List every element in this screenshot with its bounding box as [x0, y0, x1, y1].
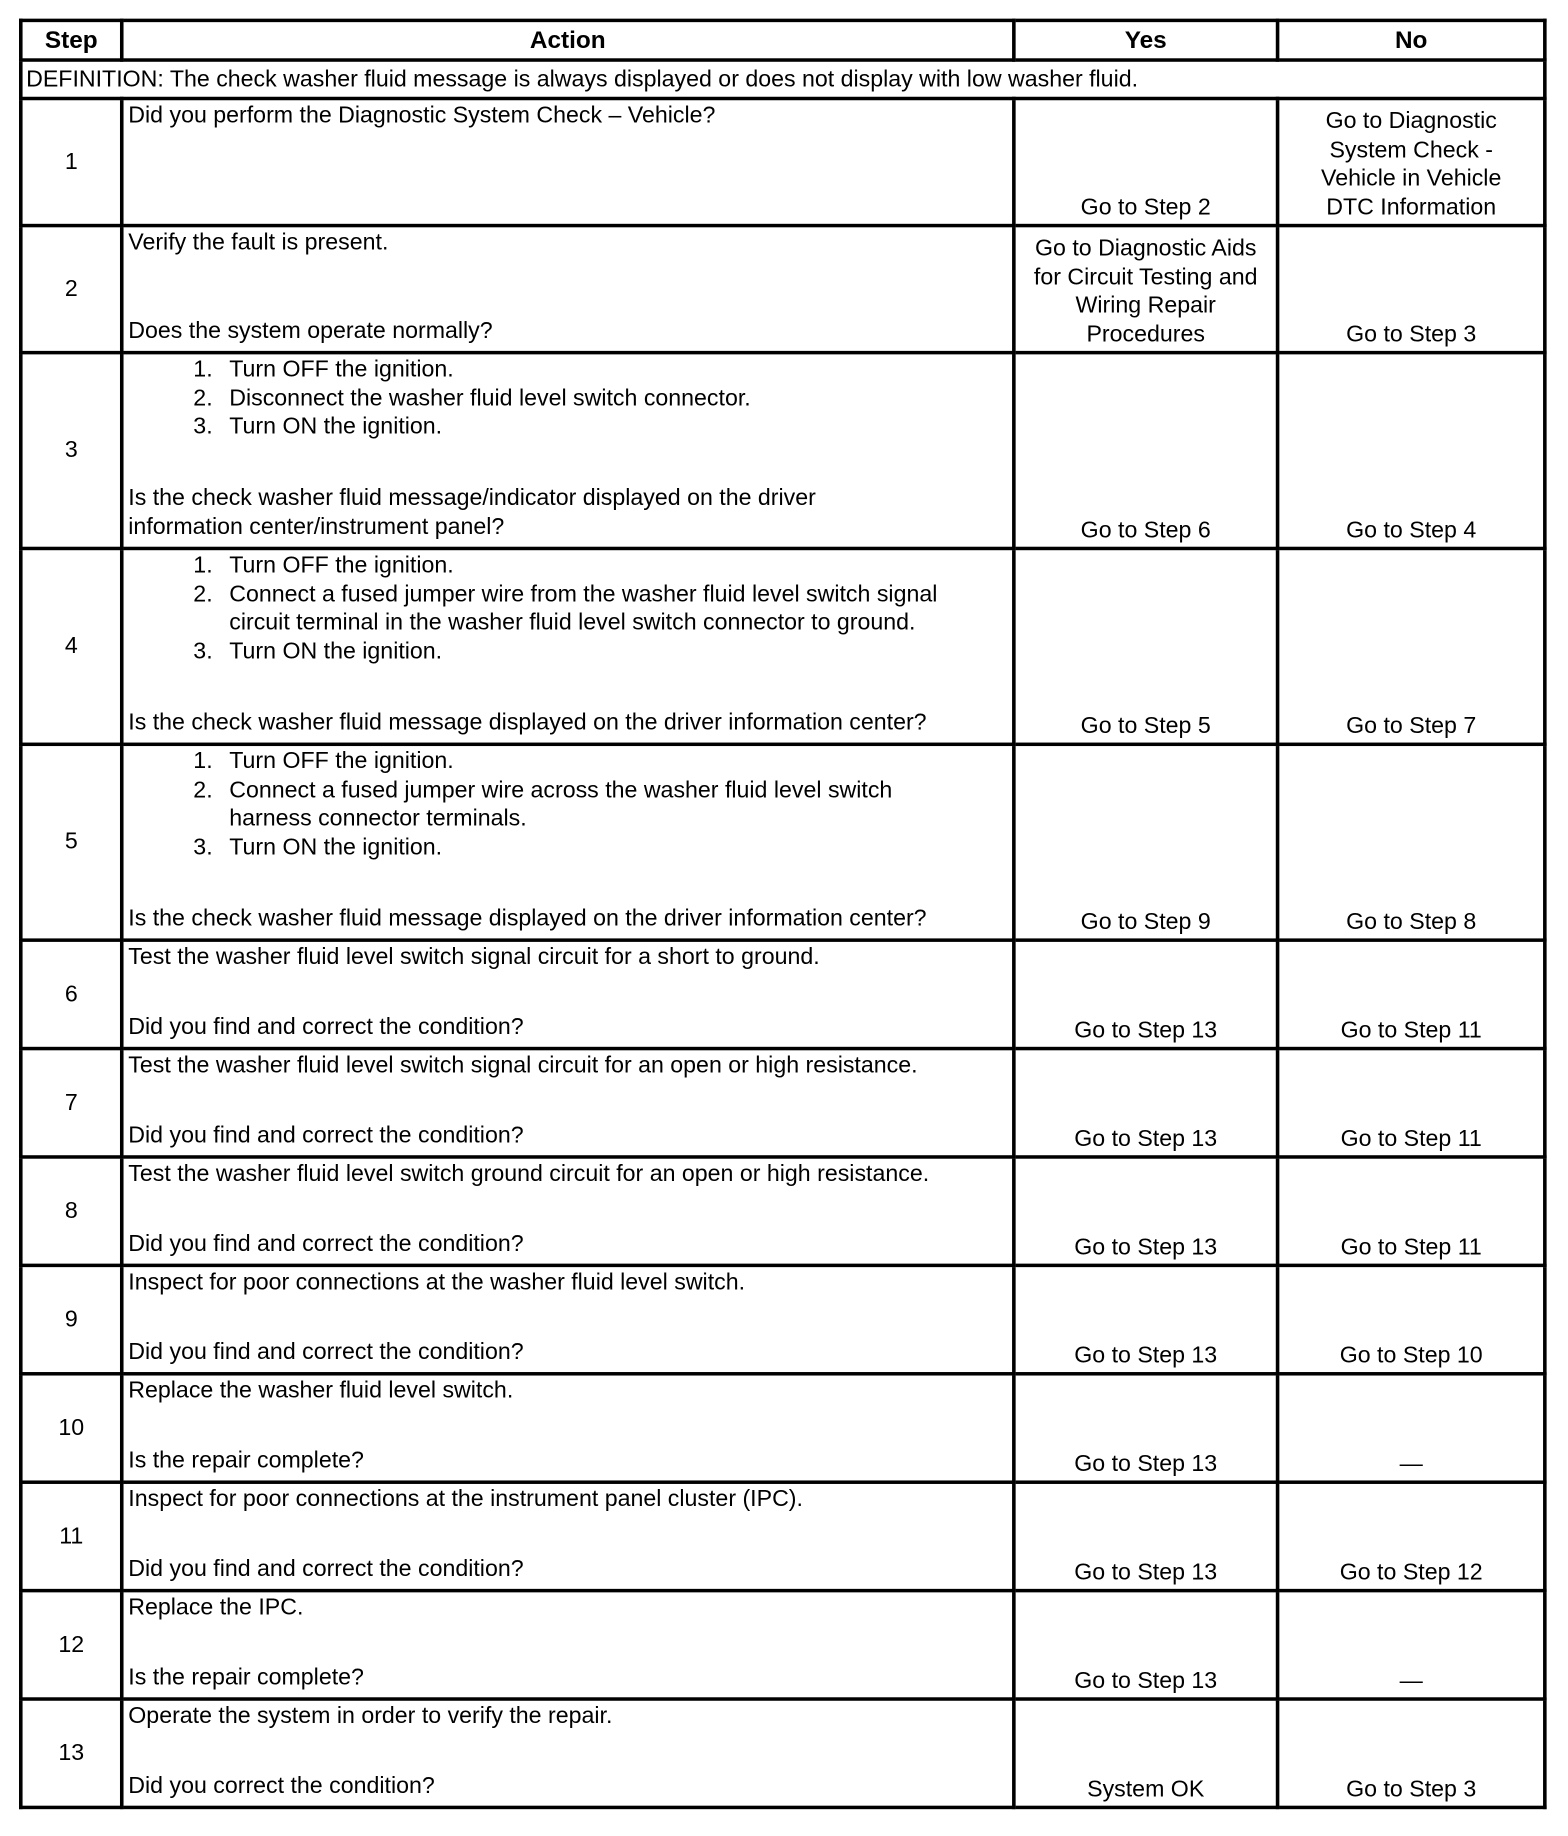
yes-result-cell [1014, 744, 1278, 940]
no-result-text: Go to Step 11 [1340, 1233, 1482, 1260]
action-step-line: Disconnect the washer fluid level switch connector. [229, 385, 751, 411]
action-step-number: 3. [193, 834, 213, 860]
no-result-text: DTC Information [1326, 194, 1497, 220]
step-number: 4 [21, 548, 122, 744]
action-step-number: 1. [193, 748, 213, 775]
no-result-text: Go to Diagnostic [1325, 108, 1497, 135]
step-number: 2 [21, 226, 122, 353]
no-result-cell [1278, 1374, 1545, 1482]
action-question: Is the repair complete? [128, 1664, 364, 1690]
action-instruction: Operate the system in order to verify the repair. [128, 1703, 613, 1729]
action-text: Did you perform the Diagnostic System Check – Vehicle? [128, 102, 716, 129]
action-cell [122, 1374, 1014, 1482]
step-number: 6 [21, 940, 122, 1048]
no-result-text: Go to Step 7 [1346, 712, 1477, 739]
no-result-cell [1278, 1591, 1545, 1699]
no-result-cell [1278, 1157, 1545, 1265]
action-step-item [128, 747, 1009, 776]
action-step-item [128, 776, 1009, 833]
step-number: 10 [21, 1374, 122, 1482]
action-step-number: 2. [193, 776, 213, 803]
action-question: Did you find and correct the condition? [128, 1555, 524, 1582]
action-step-number: 3. [193, 638, 213, 664]
action-question: Did you find and correct the condition? [128, 1230, 524, 1257]
no-result-text: Go to Step 12 [1339, 1559, 1483, 1585]
yes-result-text: Procedures [1086, 321, 1205, 347]
table-row [21, 353, 1545, 549]
step-number: 11 [21, 1482, 122, 1590]
yes-result-cell [1014, 226, 1278, 353]
yes-result-cell [1014, 1374, 1278, 1482]
no-result-text: Vehicle in Vehicle [1321, 165, 1502, 192]
no-result-text: Go to Step 3 [1346, 1775, 1477, 1802]
yes-result-cell [1014, 940, 1278, 1048]
action-instruction: Replace the washer fluid level switch. [128, 1377, 514, 1404]
no-result-text: — [1399, 1450, 1423, 1477]
yes-result-text: Go to Step 13 [1074, 1450, 1218, 1477]
header-no: No [1278, 20, 1545, 60]
action-instruction: Test the washer fluid level switch signal circuit for a short to ground. [128, 944, 820, 970]
action-cell [122, 744, 1014, 940]
action-step-text [229, 747, 1009, 776]
action-step-text [229, 413, 1009, 442]
action-step-text [229, 776, 1009, 833]
action-step-item [128, 580, 1009, 637]
table-row [21, 548, 1545, 744]
action-step-text [229, 833, 1009, 862]
step-number: 9 [21, 1265, 122, 1373]
action-step-number: 3. [193, 413, 213, 440]
yes-result-text: Go to Step 13 [1074, 1559, 1218, 1585]
action-question: information center/instrument panel? [128, 513, 505, 540]
action-instruction: Verify the fault is present. [128, 229, 389, 256]
action-step-text [229, 580, 1009, 637]
action-step-list [128, 356, 1009, 442]
yes-result-text: Go to Step 13 [1074, 1017, 1218, 1043]
yes-result-cell [1014, 99, 1278, 226]
yes-result-cell [1014, 1049, 1278, 1157]
header-yes: Yes [1014, 20, 1278, 60]
yes-result-cell [1014, 1157, 1278, 1265]
step-number: 1 [21, 99, 122, 226]
diagnostic-table [19, 19, 1547, 1810]
table-row [21, 1374, 1545, 1482]
action-cell [122, 548, 1014, 744]
action-step-line: Turn ON the ignition. [229, 413, 443, 440]
table-row [21, 1049, 1545, 1157]
table-row [21, 1699, 1545, 1807]
yes-result-text: Go to Step 13 [1074, 1667, 1218, 1694]
yes-result-text: Go to Step 2 [1080, 194, 1211, 220]
table-row [21, 226, 1545, 353]
table-row [21, 1157, 1545, 1265]
action-cell [122, 940, 1014, 1048]
no-result-cell [1278, 1482, 1545, 1590]
no-result-text: Go to Step 10 [1339, 1342, 1483, 1368]
yes-result-text: Go to Step 5 [1080, 712, 1211, 739]
no-result-text: Go to Step 11 [1340, 1125, 1482, 1152]
yes-result-text: Go to Step 9 [1080, 908, 1211, 935]
action-question: Did you find and correct the condition? [128, 1338, 524, 1365]
step-number: 12 [21, 1591, 122, 1699]
table-row [21, 1265, 1545, 1373]
action-question: Does the system operate normally? [128, 317, 493, 344]
action-cell [122, 1157, 1014, 1265]
action-cell [122, 1482, 1014, 1590]
no-result-cell [1278, 99, 1545, 226]
action-question: Did you find and correct the condition? [128, 1013, 524, 1040]
yes-result-cell [1014, 1699, 1278, 1807]
action-step-line: Turn OFF the ignition. [229, 552, 454, 579]
action-step-item [128, 356, 1009, 385]
no-result-text: System Check - [1329, 136, 1493, 163]
action-step-line: Connect a fused jumper wire from the washer fluid level switch signal [229, 581, 938, 607]
yes-result-cell [1014, 548, 1278, 744]
action-step-line: Turn OFF the ignition. [229, 356, 454, 383]
yes-result-text: Go to Step 13 [1074, 1125, 1218, 1152]
no-result-text: Go to Step 3 [1346, 321, 1477, 347]
yes-result-text: for Circuit Testing and [1033, 264, 1258, 290]
action-instruction: Test the washer fluid level switch signal circuit for an open or high resistance. [128, 1052, 918, 1079]
action-step-item [128, 384, 1009, 413]
yes-result-text: Wiring Repair [1075, 292, 1216, 319]
yes-result-cell [1014, 1591, 1278, 1699]
action-question: Is the check washer fluid message displayed on the driver information center? [128, 905, 927, 931]
action-step-line: Turn ON the ignition. [229, 834, 443, 860]
definition-row [21, 60, 1545, 98]
no-result-text: Go to Step 8 [1346, 908, 1477, 935]
no-result-text: Go to Step 4 [1346, 516, 1477, 543]
action-question: Did you correct the condition? [128, 1772, 435, 1799]
step-number: 8 [21, 1157, 122, 1265]
action-question: Is the check washer fluid message displayed on the driver information center? [128, 709, 927, 735]
action-step-item [128, 637, 1009, 666]
action-step-item [128, 551, 1009, 580]
yes-result-text: Go to Step 13 [1074, 1233, 1218, 1260]
action-question: Is the repair complete? [128, 1447, 364, 1473]
action-cell [122, 1265, 1014, 1373]
yes-result-text: System OK [1087, 1775, 1205, 1802]
action-instruction: Inspect for poor connections at the washer fluid level switch. [128, 1269, 746, 1296]
action-step-text [229, 356, 1009, 385]
step-number: 3 [21, 353, 122, 549]
action-instruction: Test the washer fluid level switch ground circuit for an open or high resistance. [128, 1161, 930, 1187]
no-result-cell [1278, 1265, 1545, 1373]
header-action: Action [122, 20, 1014, 60]
action-step-item [128, 413, 1009, 442]
action-question: Is the check washer fluid message/indicator displayed on the driver [128, 484, 816, 511]
no-result-text: — [1399, 1667, 1423, 1694]
table-row [21, 99, 1545, 226]
table-row [21, 744, 1545, 940]
yes-result-cell [1014, 1482, 1278, 1590]
no-result-cell [1278, 353, 1545, 549]
table-row [21, 1591, 1545, 1699]
no-result-cell [1278, 1049, 1545, 1157]
action-step-line: Turn OFF the ignition. [229, 748, 454, 775]
definition-text: DEFINITION: The check washer fluid message is always displayed or does not display with low washer fluid. [21, 60, 1545, 98]
no-result-cell [1278, 1699, 1545, 1807]
yes-result-cell [1014, 353, 1278, 549]
no-result-cell [1278, 548, 1545, 744]
step-number: 7 [21, 1049, 122, 1157]
action-step-line: Connect a fused jumper wire across the washer fluid level switch [229, 776, 893, 803]
yes-result-text: Go to Diagnostic Aids [1034, 235, 1257, 262]
action-step-line: circuit terminal in the washer fluid level switch connector to ground. [229, 609, 916, 636]
header-row [21, 20, 1545, 60]
header-step: Step [21, 20, 122, 60]
action-cell [122, 1699, 1014, 1807]
action-step-list [128, 747, 1009, 861]
no-result-cell [1278, 226, 1545, 353]
action-cell [122, 353, 1014, 549]
action-step-item [128, 833, 1009, 862]
no-result-text: Go to Step 11 [1340, 1017, 1482, 1043]
action-step-text [229, 551, 1009, 580]
no-result-cell [1278, 940, 1545, 1048]
table-row [21, 1482, 1545, 1590]
action-step-list [128, 551, 1009, 665]
action-step-text [229, 384, 1009, 413]
action-instruction: Inspect for poor connections at the instrument panel cluster (IPC). [128, 1486, 803, 1512]
action-step-number: 2. [193, 581, 213, 607]
action-step-line: harness connector terminals. [229, 805, 527, 832]
step-number: 13 [21, 1699, 122, 1807]
action-step-number: 1. [193, 552, 213, 579]
action-cell [122, 226, 1014, 353]
no-result-cell [1278, 744, 1545, 940]
action-cell [122, 1591, 1014, 1699]
action-cell [122, 99, 1014, 226]
step-number: 5 [21, 744, 122, 940]
action-step-number: 1. [193, 356, 213, 383]
table-row [21, 940, 1545, 1048]
action-step-line: Turn ON the ignition. [229, 638, 443, 664]
yes-result-text: Go to Step 6 [1080, 516, 1211, 543]
action-step-number: 2. [193, 385, 213, 411]
yes-result-cell [1014, 1265, 1278, 1373]
action-step-text [229, 637, 1009, 666]
action-instruction: Replace the IPC. [128, 1594, 304, 1621]
action-question: Did you find and correct the condition? [128, 1121, 524, 1148]
action-cell [122, 1049, 1014, 1157]
yes-result-text: Go to Step 13 [1074, 1342, 1218, 1368]
